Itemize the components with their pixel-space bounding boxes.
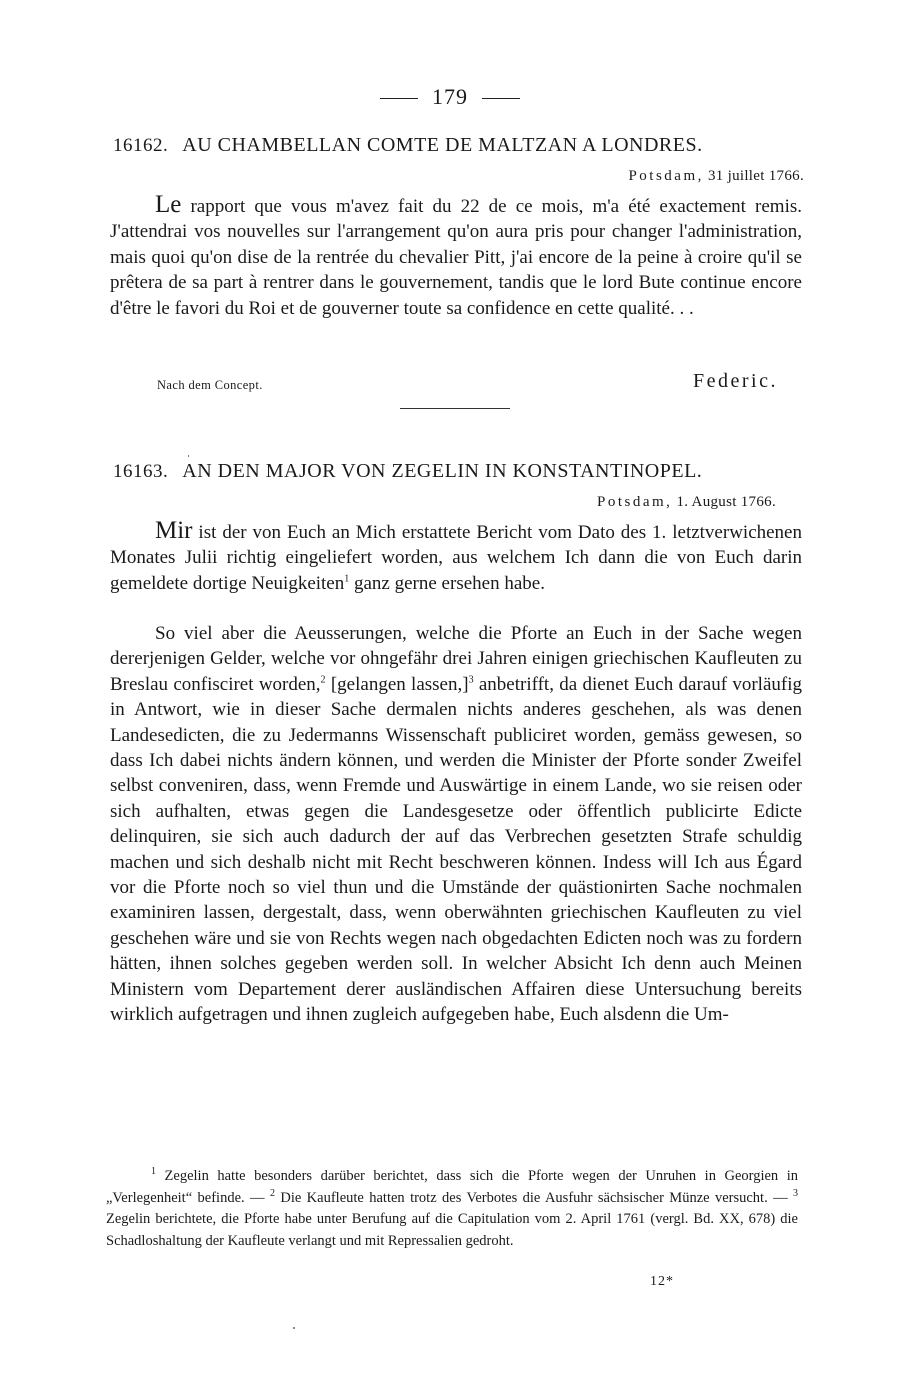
letter2-place: Potsdam, — [596, 494, 673, 510]
footnotes — [106, 1166, 798, 1252]
letter2-paragraph-1 — [110, 518, 802, 596]
letter2-p2-text-a: So viel aber die Aeusserungen, welche die Pforte an Euch in der Sache wegen dererjenigen Gelder, welche vor ohngefähr drei Jahren einigen griechischen Kaufleuten zu Breslau confisciret worden, — [110, 623, 802, 695]
letter1-place: Potsdam, — [628, 168, 704, 184]
footnote-ref-2: 2 — [320, 674, 326, 686]
letter1-source: Nach dem Concept. — [157, 378, 263, 392]
letter2-heading — [113, 460, 803, 483]
letter1-signature: Federic. — [693, 370, 778, 392]
footnote-mark-3: 3 — [793, 1187, 798, 1199]
page-number-dash-right — [482, 98, 520, 99]
paper-speck — [188, 455, 189, 457]
letter2-number: 16163. — [113, 461, 169, 482]
letter1-text: rapport que vous m'avez fait du 22 de ce mois, m'a été exactement remis. J'attendrai vos nouvelles sur l'arrangement qu'on aura pris pour changer l'administration, mais quoi qu'on dise de la rentrée du chevalier Pitt, j'ai encore de la peine à croire qu'il se prêtera de sa part à rentrer dans le gouvernement, tandis que le lord Bute continue encore d'être le favori du Roi et de gouverner toute sa confidence en cette qualité. . . — [110, 196, 802, 319]
letter2-p2-text-b: [gelangen lassen,] — [325, 673, 469, 695]
footnote-3: Zegelin berichtete, die Pforte habe unter Berufung auf die Capitulation vom 2. April 1761 (vergl. Bd. XX, 678) die Schadloshaltung der Kaufleute verlangt und mit Repressalien gedroht. — [106, 1211, 798, 1249]
page-number-line — [0, 84, 900, 110]
footnote-ref-3: 3 — [468, 674, 474, 686]
letter1-heading — [113, 134, 803, 157]
letter2-paragraph-2 — [110, 621, 802, 1028]
footnote-mark-2: 2 — [269, 1187, 275, 1199]
printer-signature-mark: 12* — [650, 1274, 674, 1289]
letter1-date: 31 juillet 1766. — [707, 168, 804, 184]
letter2-title: AN DEN MAJOR VON ZEGELIN IN KONSTANTINOPEL. — [182, 460, 703, 482]
paper-speck — [293, 1327, 295, 1329]
letter2-dateline — [597, 494, 776, 511]
letter2-p1-text: ist der von Euch an Mich erstattete Bericht vom Dato des 1. letztverwichenen Monates Julii richtig eingeliefert worden, aus welchem Ich dann die von Euch darin gemeldete dortige Neuigkeiten — [110, 522, 802, 594]
section-divider — [400, 408, 510, 409]
footnote-ref-1: 1 — [344, 573, 350, 585]
letter1-body — [110, 192, 802, 321]
page-number: 179 — [432, 84, 468, 109]
footnote-1: Zegelin hatte besonders darüber berichtet, dass sich die Pforte wegen der Unruhen in Georgien in „Verlegenheit“ befinde. — — [106, 1168, 798, 1206]
letter1-dateline — [628, 168, 804, 185]
letter1-title: AU CHAMBELLAN COMTE DE MALTZAN A LONDRES. — [182, 134, 703, 156]
letter1-opening: Le — [155, 191, 182, 218]
footnote-mark-1: 1 — [151, 1166, 156, 1178]
letter2-opening: Mir — [155, 517, 193, 544]
letter1-number: 16162. — [113, 135, 169, 156]
letter2-p2-text-c: anbetrifft, da dienet Euch darauf vorläufig in Antwort, wie in dieser Sache dermalen nichts anderes geschehen, als was denen Landesedicten, die zu Jedermanns Wissenschaft publiciret worden, gemäss gewesen, so dass Ich dabei nichts ändern können, und werden die Minister der Pforte sonder Zweifel selbst conveniren, dass, wenn Fremde und Auswärtige in einem Lande, wo sie reisen oder sich aufhalten, etwas gegen die Landesgesetze oder öffentlich publicirte Edicte delinquiren, sie sich auch dadurch der auf das Verbrechen gesetzten Strafe schuldig machen und sich deshalb nicht mit Recht beschweren können. Indess will Ich aus Égard vor die Pforte noch so viel thun und die Umstände der quästionirten Sache nochmalen examiniren lassen, dergestalt, dass, wenn oberwähnten griechischen Kaufleuten zu viel geschehen wäre und sie von Rechts wegen nach obgedachten Edicten noch was zu fordern hätten, ihnen solches gegeben werden soll. In welcher Absicht Ich denn auch Meinen Ministern vom Departement derer ausländischen Affairen diese Untersuchung bereits wirklich aufgetragen und ihnen zugleich aufgegeben habe, Euch alsdenn die Um- — [110, 673, 802, 1026]
letter2-date: 1. August 1766. — [676, 494, 776, 510]
footnote-2: Die Kaufleute hatten trotz des Verbotes die Ausfuhr sächsischer Münze versucht. — — [274, 1189, 793, 1206]
letter2-p1-end: ganz gerne ersehen habe. — [349, 572, 545, 594]
page-number-dash-left — [380, 98, 418, 99]
